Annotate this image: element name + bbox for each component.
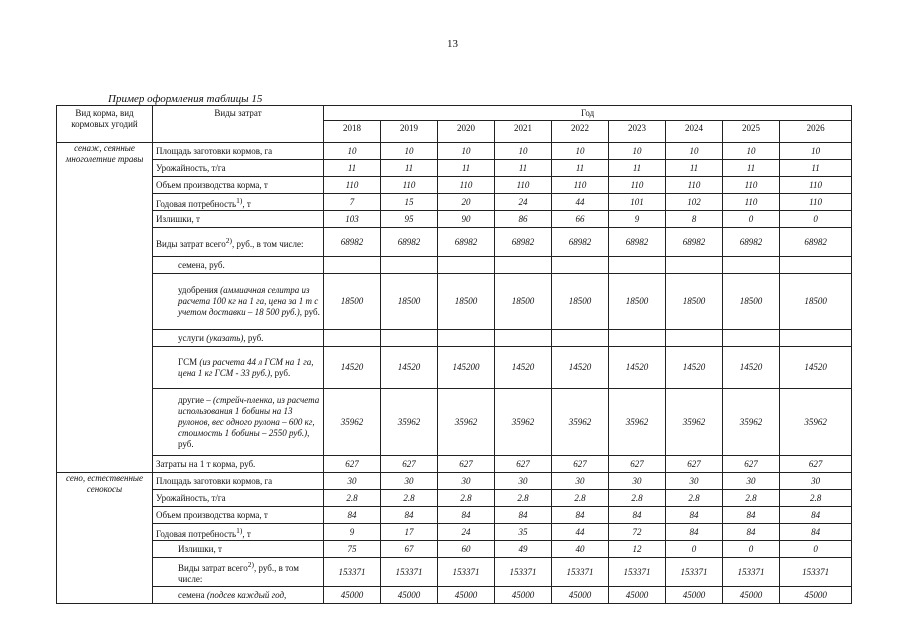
table-row: [57, 194, 852, 211]
row-label-suffix: , руб.: [270, 367, 291, 378]
row-label-suffix: , т: [242, 528, 251, 539]
value-cell-2024: 30: [666, 473, 723, 490]
value-cell-2018: [324, 330, 381, 347]
row-label-text: Излишки, т: [156, 213, 200, 224]
value-cell-2024: 84: [666, 507, 723, 524]
value-cell-2024: 2.8: [666, 490, 723, 507]
value-cell-2024: [666, 330, 723, 347]
table-row: [57, 257, 852, 274]
value-cell-2019: 67: [381, 541, 438, 558]
row-label-text: Виды затрат всего: [156, 238, 226, 249]
value-cell-2022: 11: [552, 160, 609, 177]
row-label-note: (подсев каждый год,: [206, 589, 287, 600]
cost-table: [56, 105, 852, 604]
value-cell-2023: 9: [609, 211, 666, 228]
value-cell-2021: 45000: [495, 587, 552, 604]
value-cell-2022: 44: [552, 194, 609, 211]
value-cell-2018: 84: [324, 507, 381, 524]
value-cell-2018: 10: [324, 143, 381, 160]
row-label-note: (из расчета 44 л ГСМ на 1 га, цена 1 кг ГСМ - 33 руб.): [178, 356, 314, 378]
value-cell-2025: 18500: [723, 274, 780, 330]
value-cell-2024: 45000: [666, 587, 723, 604]
row-label-text: Годовая потребность: [156, 198, 237, 209]
value-cell-2024: 10: [666, 143, 723, 160]
row-label-text: Затраты на 1 т корма, руб.: [156, 458, 256, 469]
value-cell-2019: 627: [381, 456, 438, 473]
value-cell-2018: 7: [324, 194, 381, 211]
header-year-2025: 2025: [723, 121, 780, 143]
value-cell-2025: 10: [723, 143, 780, 160]
value-cell-2020: 84: [438, 507, 495, 524]
value-cell-2023: 10: [609, 143, 666, 160]
value-cell-2021: 2.8: [495, 490, 552, 507]
value-cell-2022: 110: [552, 177, 609, 194]
value-cell-2026: 45000: [780, 587, 852, 604]
value-cell-2018: [324, 257, 381, 274]
value-cell-2019: 68982: [381, 228, 438, 257]
value-cell-2019: [381, 330, 438, 347]
row-label-text: удобрения: [178, 285, 221, 295]
value-cell-2020: 110: [438, 177, 495, 194]
value-cell-2019: 84: [381, 507, 438, 524]
value-cell-2019: 15: [381, 194, 438, 211]
row-label-text: Урожайность, т/га: [156, 162, 226, 173]
row-label-text: Объем производства корма, т: [156, 179, 268, 190]
value-cell-2020: 18500: [438, 274, 495, 330]
value-cell-2021: 35: [495, 524, 552, 541]
value-cell-2020: 60: [438, 541, 495, 558]
header-year-2022: 2022: [552, 121, 609, 143]
header-year: Год: [324, 106, 852, 121]
value-cell-2019: 153371: [381, 558, 438, 587]
row-label: [153, 389, 324, 456]
table-row: [57, 228, 852, 257]
row-label: [153, 143, 324, 160]
value-cell-2021: 153371: [495, 558, 552, 587]
value-cell-2025: 627: [723, 456, 780, 473]
row-label-note: (указать): [206, 332, 244, 343]
group-name: сено, естественные сенокосы: [57, 473, 153, 604]
value-cell-2018: 68982: [324, 228, 381, 257]
value-cell-2019: 11: [381, 160, 438, 177]
value-cell-2023: 84: [609, 507, 666, 524]
row-label: [153, 541, 324, 558]
value-cell-2025: 2.8: [723, 490, 780, 507]
value-cell-2023: 11: [609, 160, 666, 177]
value-cell-2023: 18500: [609, 274, 666, 330]
header-cost-types: Виды затрат: [153, 106, 324, 143]
value-cell-2023: 101: [609, 194, 666, 211]
value-cell-2018: 11: [324, 160, 381, 177]
row-label: [153, 473, 324, 490]
value-cell-2025: 110: [723, 177, 780, 194]
value-cell-2026: 153371: [780, 558, 852, 587]
value-cell-2021: 627: [495, 456, 552, 473]
value-cell-2024: 84: [666, 524, 723, 541]
value-cell-2026: 10: [780, 143, 852, 160]
row-label-text: семена: [178, 589, 207, 600]
row-label-text: Объем производства корма, т: [156, 509, 268, 520]
value-cell-2020: [438, 330, 495, 347]
row-label-text: Виды затрат всего: [178, 563, 248, 573]
value-cell-2023: 14520: [609, 347, 666, 389]
table-row: [57, 143, 852, 160]
table-row: [57, 211, 852, 228]
value-cell-2021: 24: [495, 194, 552, 211]
value-cell-2020: 145200: [438, 347, 495, 389]
value-cell-2025: 68982: [723, 228, 780, 257]
value-cell-2020: 68982: [438, 228, 495, 257]
value-cell-2018: 75: [324, 541, 381, 558]
value-cell-2020: [438, 257, 495, 274]
value-cell-2025: 45000: [723, 587, 780, 604]
row-label: [153, 587, 324, 604]
value-cell-2022: 153371: [552, 558, 609, 587]
value-cell-2021: 18500: [495, 274, 552, 330]
row-label: [153, 347, 324, 389]
value-cell-2026: 2.8: [780, 490, 852, 507]
header-year-2019: 2019: [381, 121, 438, 143]
row-label-text: семена, руб.: [178, 259, 225, 270]
value-cell-2026: 0: [780, 541, 852, 558]
row-label: [153, 177, 324, 194]
value-cell-2026: 14520: [780, 347, 852, 389]
value-cell-2025: 35962: [723, 389, 780, 456]
row-label-text: Площадь заготовки кормов, га: [156, 145, 273, 156]
value-cell-2021: 11: [495, 160, 552, 177]
value-cell-2025: 110: [723, 194, 780, 211]
value-cell-2025: [723, 330, 780, 347]
value-cell-2022: [552, 330, 609, 347]
value-cell-2022: 66: [552, 211, 609, 228]
row-label: [153, 228, 324, 257]
header-year-2026: 2026: [780, 121, 852, 143]
footnote-marker: 1): [236, 195, 243, 205]
value-cell-2024: 0: [666, 541, 723, 558]
table-body: [57, 143, 852, 604]
value-cell-2022: 627: [552, 456, 609, 473]
header-year-2018: 2018: [324, 121, 381, 143]
value-cell-2024: 11: [666, 160, 723, 177]
value-cell-2022: 68982: [552, 228, 609, 257]
header-year-2023: 2023: [609, 121, 666, 143]
table-row: [57, 330, 852, 347]
value-cell-2025: 0: [723, 211, 780, 228]
table-row: [57, 558, 852, 587]
value-cell-2022: [552, 257, 609, 274]
value-cell-2018: 35962: [324, 389, 381, 456]
value-cell-2024: 110: [666, 177, 723, 194]
value-cell-2019: 110: [381, 177, 438, 194]
value-cell-2020: 2.8: [438, 490, 495, 507]
value-cell-2026: 110: [780, 194, 852, 211]
value-cell-2021: 84: [495, 507, 552, 524]
value-cell-2026: 35962: [780, 389, 852, 456]
row-label-text: услуги: [178, 332, 207, 343]
value-cell-2018: 14520: [324, 347, 381, 389]
value-cell-2020: 24: [438, 524, 495, 541]
value-cell-2020: 627: [438, 456, 495, 473]
row-label-suffix: , руб., в том числе:: [178, 563, 299, 584]
table-row: [57, 389, 852, 456]
value-cell-2020: 90: [438, 211, 495, 228]
value-cell-2024: 153371: [666, 558, 723, 587]
row-label-text: Излишки, т: [178, 543, 222, 554]
value-cell-2025: 30: [723, 473, 780, 490]
value-cell-2026: 0: [780, 211, 852, 228]
row-label-suffix: , руб.: [299, 307, 320, 317]
value-cell-2024: 14520: [666, 347, 723, 389]
value-cell-2024: 627: [666, 456, 723, 473]
row-label-text: Площадь заготовки кормов, га: [156, 475, 273, 486]
value-cell-2021: 86: [495, 211, 552, 228]
row-label: [153, 211, 324, 228]
value-cell-2018: 103: [324, 211, 381, 228]
value-cell-2021: 68982: [495, 228, 552, 257]
value-cell-2026: 84: [780, 524, 852, 541]
table-row: [57, 490, 852, 507]
table-caption: Пример оформления таблицы 15: [108, 93, 263, 105]
value-cell-2022: 30: [552, 473, 609, 490]
value-cell-2026: 18500: [780, 274, 852, 330]
value-cell-2023: 2.8: [609, 490, 666, 507]
header-year-2021: 2021: [495, 121, 552, 143]
row-label-suffix: , руб.: [178, 427, 310, 449]
table-row: [57, 347, 852, 389]
value-cell-2023: [609, 257, 666, 274]
value-cell-2021: [495, 330, 552, 347]
value-cell-2026: 84: [780, 507, 852, 524]
value-cell-2025: 14520: [723, 347, 780, 389]
row-label-text: Урожайность, т/га: [156, 492, 226, 503]
value-cell-2023: 153371: [609, 558, 666, 587]
value-cell-2025: 84: [723, 507, 780, 524]
row-label-text: ГСМ: [178, 356, 200, 367]
value-cell-2018: 110: [324, 177, 381, 194]
value-cell-2021: 110: [495, 177, 552, 194]
value-cell-2019: 2.8: [381, 490, 438, 507]
row-label: [153, 160, 324, 177]
row-label: [153, 257, 324, 274]
header-year-2024: 2024: [666, 121, 723, 143]
value-cell-2022: 35962: [552, 389, 609, 456]
table-row: [57, 177, 852, 194]
value-cell-2023: 110: [609, 177, 666, 194]
value-cell-2024: 68982: [666, 228, 723, 257]
value-cell-2024: 102: [666, 194, 723, 211]
value-cell-2018: 9: [324, 524, 381, 541]
value-cell-2023: 627: [609, 456, 666, 473]
value-cell-2019: 45000: [381, 587, 438, 604]
value-cell-2025: 11: [723, 160, 780, 177]
value-cell-2023: 35962: [609, 389, 666, 456]
value-cell-2023: 45000: [609, 587, 666, 604]
value-cell-2018: 30: [324, 473, 381, 490]
value-cell-2026: 11: [780, 160, 852, 177]
row-label-text: Годовая потребность: [156, 528, 237, 539]
row-label-note: (аммиачная селитра из расчета 100 кг на 1 га, цена за 1 т с учетом доставки – 18 500 руб.): [178, 285, 319, 317]
value-cell-2022: 45000: [552, 587, 609, 604]
row-label: [153, 558, 324, 587]
row-label: [153, 274, 324, 330]
row-label: [153, 330, 324, 347]
value-cell-2019: 30: [381, 473, 438, 490]
value-cell-2021: 14520: [495, 347, 552, 389]
value-cell-2019: 35962: [381, 389, 438, 456]
value-cell-2022: 40: [552, 541, 609, 558]
value-cell-2019: 95: [381, 211, 438, 228]
row-label: [153, 507, 324, 524]
group-name: сенаж, сеянные многолетние травы: [57, 143, 153, 473]
value-cell-2018: 2.8: [324, 490, 381, 507]
value-cell-2021: 35962: [495, 389, 552, 456]
value-cell-2020: 45000: [438, 587, 495, 604]
value-cell-2022: 2.8: [552, 490, 609, 507]
value-cell-2022: 84: [552, 507, 609, 524]
table-row: [57, 587, 852, 604]
value-cell-2025: 0: [723, 541, 780, 558]
value-cell-2026: [780, 257, 852, 274]
value-cell-2021: 30: [495, 473, 552, 490]
footnote-marker: 2): [247, 560, 255, 569]
value-cell-2024: [666, 257, 723, 274]
table-row: [57, 541, 852, 558]
table-row: [57, 160, 852, 177]
value-cell-2019: 17: [381, 524, 438, 541]
header-year-2020: 2020: [438, 121, 495, 143]
value-cell-2018: 18500: [324, 274, 381, 330]
value-cell-2019: 10: [381, 143, 438, 160]
row-label-suffix: , руб.: [243, 332, 264, 343]
table-row: [57, 274, 852, 330]
value-cell-2022: 18500: [552, 274, 609, 330]
value-cell-2022: 10: [552, 143, 609, 160]
value-cell-2020: 35962: [438, 389, 495, 456]
value-cell-2026: 68982: [780, 228, 852, 257]
table-row: [57, 456, 852, 473]
row-label-suffix: , руб., в том числе:: [232, 238, 304, 249]
table-row: [57, 473, 852, 490]
value-cell-2026: 30: [780, 473, 852, 490]
value-cell-2021: [495, 257, 552, 274]
page-number: 13: [447, 38, 458, 50]
value-cell-2025: [723, 257, 780, 274]
table-row: [57, 524, 852, 541]
value-cell-2026: 627: [780, 456, 852, 473]
header-feed-type: Вид корма, вид кормовых угодий: [57, 106, 153, 143]
value-cell-2021: 49: [495, 541, 552, 558]
row-label: [153, 524, 324, 541]
value-cell-2019: [381, 257, 438, 274]
value-cell-2025: 84: [723, 524, 780, 541]
value-cell-2023: 30: [609, 473, 666, 490]
value-cell-2024: 18500: [666, 274, 723, 330]
row-label-note: (стрейч-пленка, из расчета использования 1 бобины на 13 рулонов, вес одного рулона – 600 кг, стоимость 1 бобины – 2550 руб.): [178, 394, 320, 438]
value-cell-2020: 153371: [438, 558, 495, 587]
value-cell-2022: 14520: [552, 347, 609, 389]
value-cell-2023: 12: [609, 541, 666, 558]
row-label-text: другие –: [178, 394, 213, 405]
value-cell-2026: [780, 330, 852, 347]
value-cell-2020: 10: [438, 143, 495, 160]
row-label-suffix: , т: [242, 198, 251, 209]
value-cell-2020: 11: [438, 160, 495, 177]
row-label: [153, 456, 324, 473]
value-cell-2023: [609, 330, 666, 347]
value-cell-2019: 18500: [381, 274, 438, 330]
row-label: [153, 194, 324, 211]
value-cell-2018: 45000: [324, 587, 381, 604]
value-cell-2026: 110: [780, 177, 852, 194]
value-cell-2023: 72: [609, 524, 666, 541]
value-cell-2018: 627: [324, 456, 381, 473]
footnote-marker: 2): [225, 235, 233, 245]
value-cell-2023: 68982: [609, 228, 666, 257]
value-cell-2022: 44: [552, 524, 609, 541]
value-cell-2024: 35962: [666, 389, 723, 456]
value-cell-2020: 20: [438, 194, 495, 211]
value-cell-2020: 30: [438, 473, 495, 490]
value-cell-2021: 10: [495, 143, 552, 160]
footnote-marker: 1): [236, 525, 243, 535]
table-row: [57, 507, 852, 524]
value-cell-2024: 8: [666, 211, 723, 228]
row-label: [153, 490, 324, 507]
value-cell-2025: 153371: [723, 558, 780, 587]
value-cell-2019: 14520: [381, 347, 438, 389]
value-cell-2018: 153371: [324, 558, 381, 587]
